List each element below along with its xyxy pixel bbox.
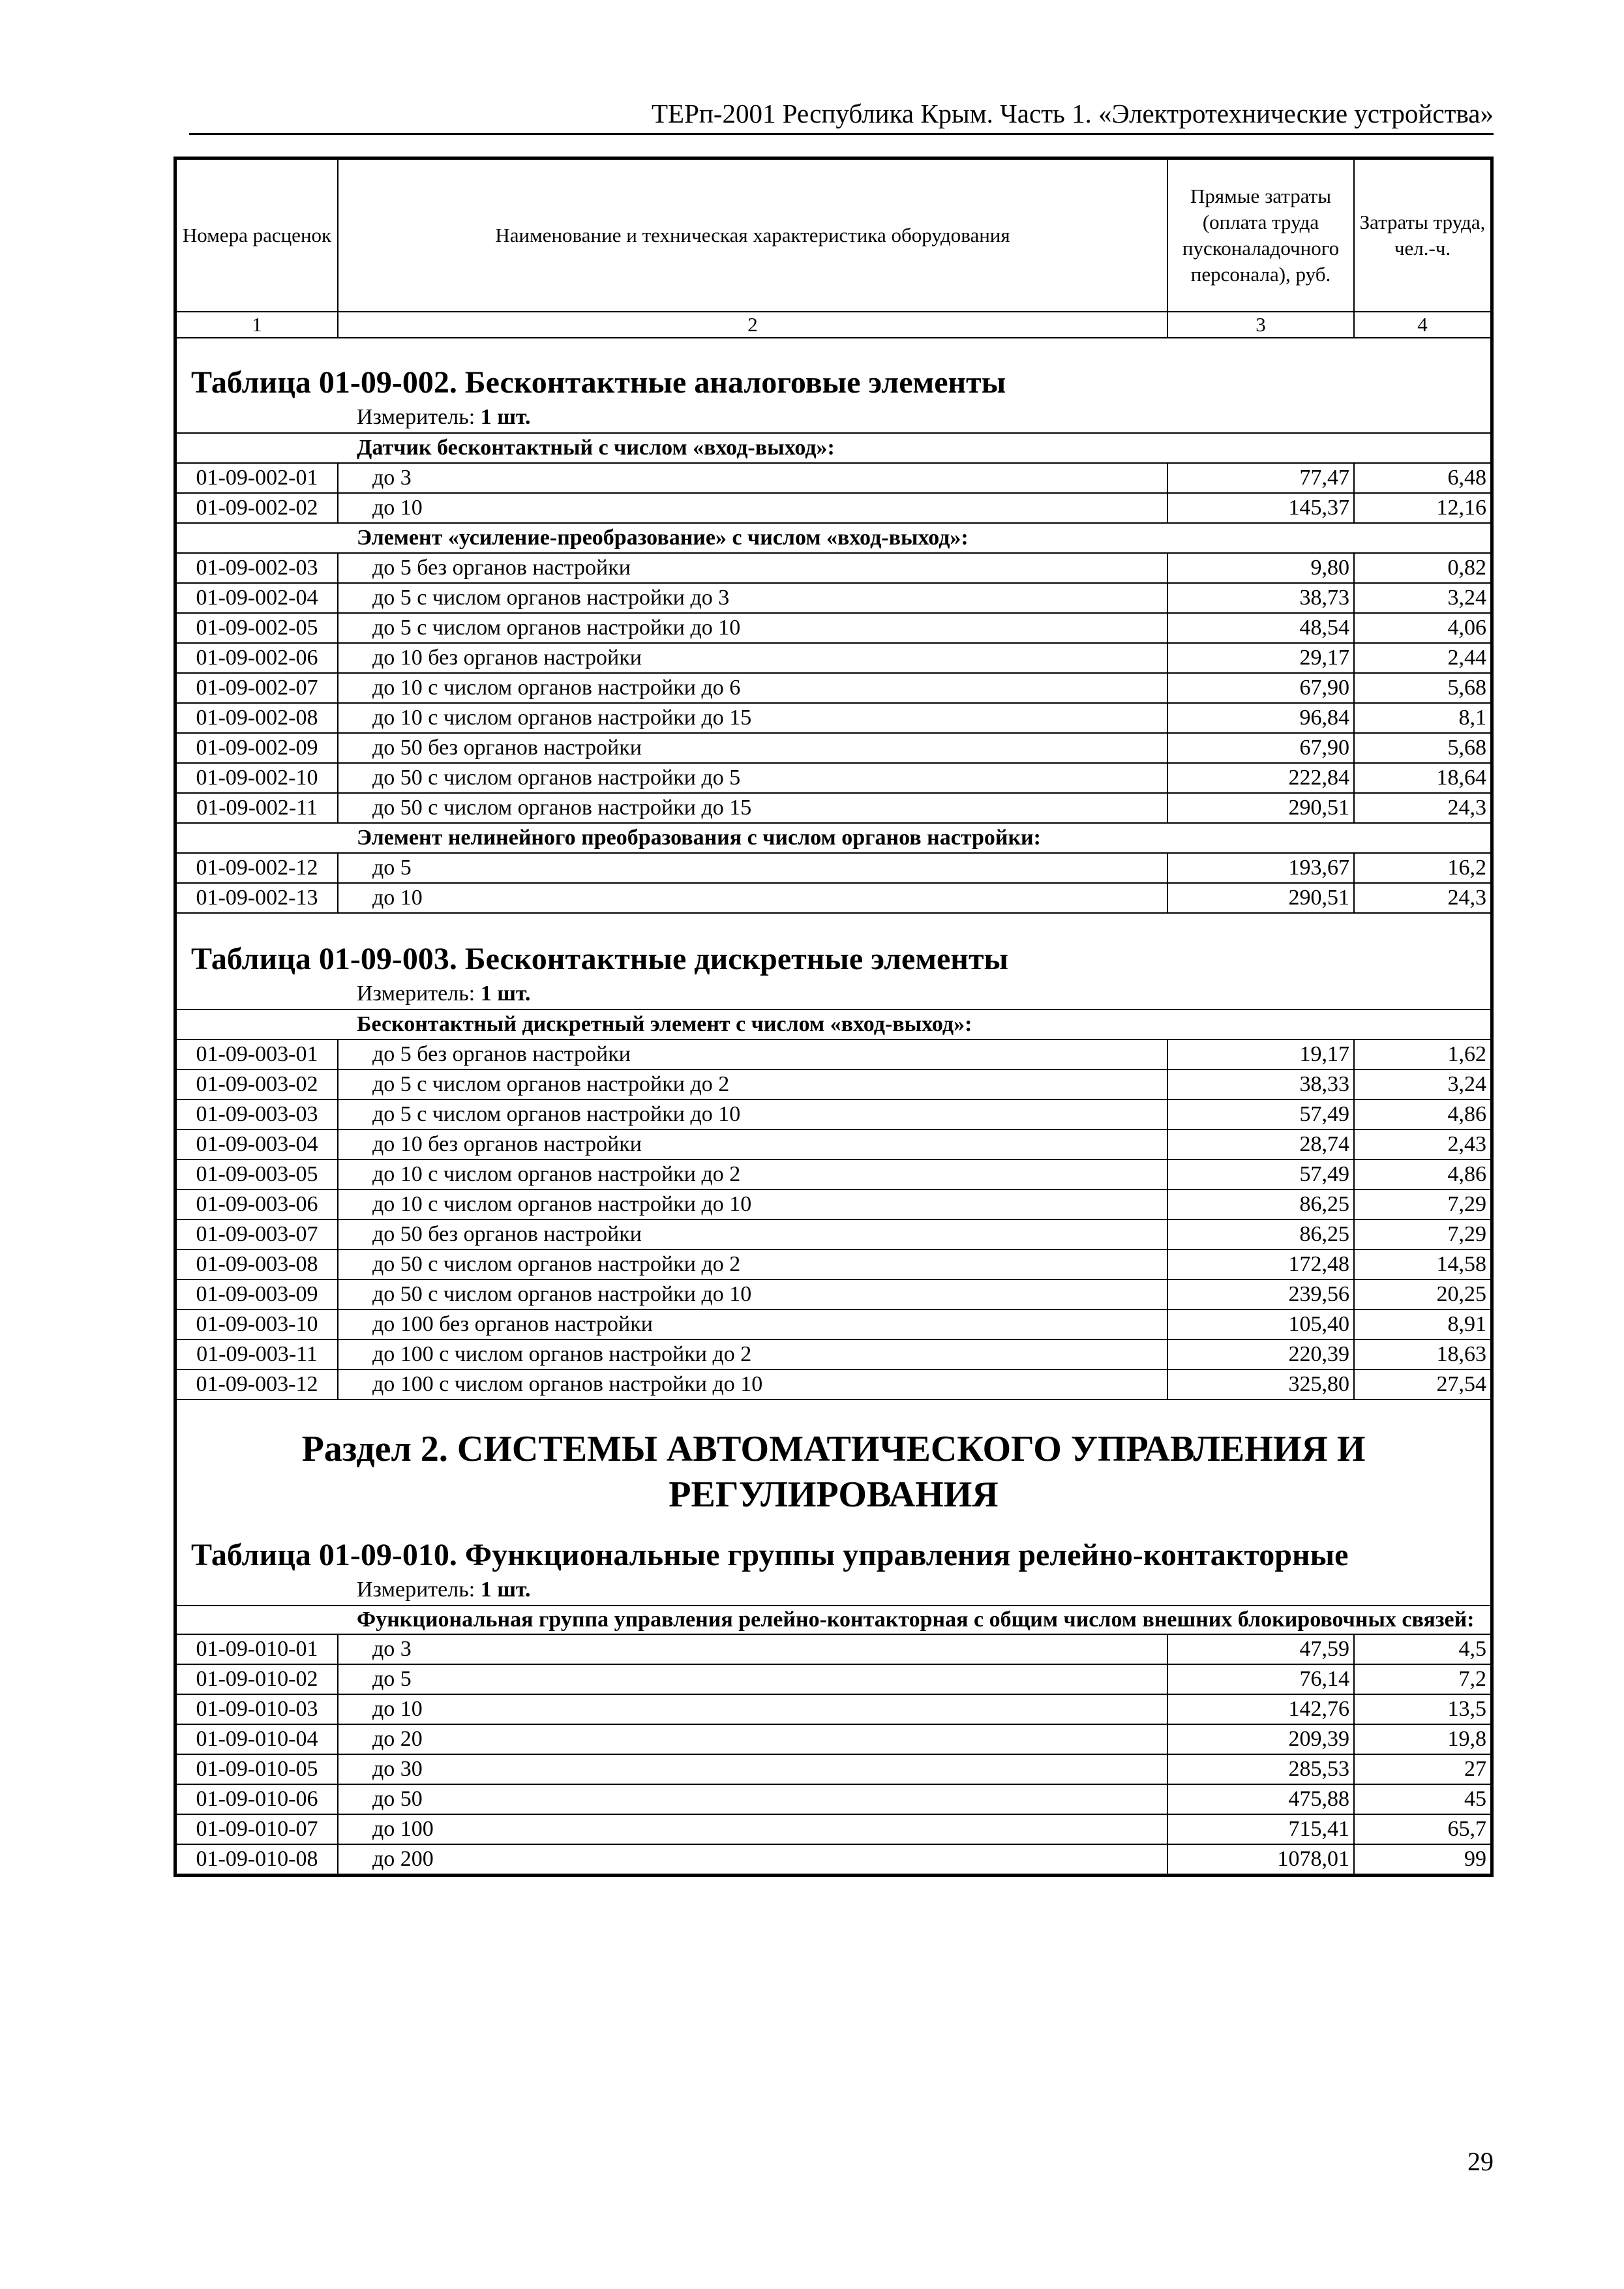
direct-cost: 209,39 xyxy=(1167,1724,1354,1754)
direct-cost: 86,25 xyxy=(1167,1219,1354,1249)
measure-value: 1 шт. xyxy=(480,1578,531,1602)
rate-description: до 100 xyxy=(338,1814,1167,1844)
measure xyxy=(177,1575,1490,1605)
page-number: 29 xyxy=(1467,2147,1494,2176)
section-title-line1: Раздел 2. СИСТЕМЫ АВТОМАТИЧЕСКОГО УПРАВЛЕНИЯ И xyxy=(301,1429,1366,1469)
labor-cost: 4,06 xyxy=(1354,613,1491,643)
direct-cost: 77,47 xyxy=(1167,463,1354,493)
rate-description: до 3 xyxy=(338,1634,1167,1664)
labor-cost: 99 xyxy=(1354,1844,1491,1874)
table-row xyxy=(176,883,1491,913)
direct-cost: 222,84 xyxy=(1167,763,1354,793)
labor-cost: 5,68 xyxy=(1354,673,1491,703)
labor-cost: 2,43 xyxy=(1354,1130,1491,1159)
table-row xyxy=(176,763,1491,793)
rate-code: 01-09-010-08 xyxy=(176,1844,338,1874)
table-row xyxy=(176,553,1491,583)
direct-cost: 325,80 xyxy=(1167,1369,1354,1399)
direct-cost: 57,49 xyxy=(1167,1100,1354,1130)
table-row xyxy=(176,1844,1491,1874)
table-002 xyxy=(175,432,1492,914)
rate-code: 01-09-010-06 xyxy=(176,1784,338,1814)
direct-cost: 172,48 xyxy=(1167,1249,1354,1279)
table-row xyxy=(176,1814,1491,1844)
rate-description: до 100 с числом органов настройки до 10 xyxy=(338,1369,1167,1399)
table-row xyxy=(176,1040,1491,1070)
group-row xyxy=(176,823,1491,853)
direct-cost: 28,74 xyxy=(1167,1130,1354,1159)
table-row xyxy=(176,583,1491,613)
labor-cost: 24,3 xyxy=(1354,793,1491,823)
table-row xyxy=(176,793,1491,823)
table-row xyxy=(176,643,1491,673)
col-header-cost: Прямые затраты (оплата труда пусконаладочного персонала), руб. xyxy=(1167,159,1354,312)
rate-code: 01-09-002-10 xyxy=(176,763,338,793)
table-row xyxy=(176,1279,1491,1309)
col-header-name: Наименование и техническая характеристика оборудования xyxy=(338,159,1167,312)
labor-cost: 7,2 xyxy=(1354,1664,1491,1694)
table-title: Таблица 01-09-002. Бесконтактные аналоговые элементы xyxy=(191,365,1006,400)
labor-cost: 3,24 xyxy=(1354,1070,1491,1100)
direct-cost: 29,17 xyxy=(1167,643,1354,673)
measure xyxy=(177,402,1490,432)
table-row xyxy=(176,733,1491,763)
table-row xyxy=(176,1339,1491,1369)
direct-cost: 19,17 xyxy=(1167,1040,1354,1070)
table-row xyxy=(176,463,1491,493)
labor-cost: 45 xyxy=(1354,1784,1491,1814)
rate-code: 01-09-002-01 xyxy=(176,463,338,493)
direct-cost: 96,84 xyxy=(1167,703,1354,733)
labor-cost: 1,62 xyxy=(1354,1040,1491,1070)
labor-cost: 24,3 xyxy=(1354,883,1491,913)
rate-code: 01-09-003-01 xyxy=(176,1040,338,1070)
rate-code: 01-09-003-02 xyxy=(176,1070,338,1100)
col-number: 4 xyxy=(1354,312,1491,338)
rate-description: до 10 с числом органов настройки до 6 xyxy=(338,673,1167,703)
table-row xyxy=(176,1754,1491,1784)
rate-code: 01-09-010-05 xyxy=(176,1754,338,1784)
direct-cost: 67,90 xyxy=(1167,733,1354,763)
table-row xyxy=(176,1189,1491,1219)
table-title: Таблица 01-09-003. Бесконтактные дискретные элементы xyxy=(191,942,1009,976)
table-010 xyxy=(175,1605,1492,1875)
rate-description: до 50 с числом органов настройки до 10 xyxy=(338,1279,1167,1309)
rate-description: до 50 с числом органов настройки до 2 xyxy=(338,1249,1167,1279)
rate-description: до 5 с числом органов настройки до 3 xyxy=(338,583,1167,613)
col-header-codes: Номера расценок xyxy=(176,159,338,312)
group-row xyxy=(176,1606,1491,1634)
rate-description: до 5 xyxy=(338,1664,1167,1694)
labor-cost: 4,86 xyxy=(1354,1159,1491,1189)
labor-cost: 7,29 xyxy=(1354,1219,1491,1249)
rate-code: 01-09-003-06 xyxy=(176,1189,338,1219)
table-row xyxy=(176,703,1491,733)
section-2-heading xyxy=(175,1400,1492,1605)
rate-description: до 50 с числом органов настройки до 15 xyxy=(338,793,1167,823)
rate-description: до 10 с числом органов настройки до 2 xyxy=(338,1159,1167,1189)
direct-cost: 239,56 xyxy=(1167,1279,1354,1309)
labor-cost: 2,44 xyxy=(1354,643,1491,673)
rate-description: до 10 без органов настройки xyxy=(338,1130,1167,1159)
labor-cost: 18,63 xyxy=(1354,1339,1491,1369)
rate-description: до 5 xyxy=(338,853,1167,883)
rate-code: 01-09-002-03 xyxy=(176,553,338,583)
table-003 xyxy=(175,1009,1492,1400)
rate-description: до 5 с числом органов настройки до 10 xyxy=(338,613,1167,643)
rate-description: до 5 с числом органов настройки до 10 xyxy=(338,1100,1167,1130)
labor-cost: 4,86 xyxy=(1354,1100,1491,1130)
rate-code: 01-09-002-05 xyxy=(176,613,338,643)
direct-cost: 38,33 xyxy=(1167,1070,1354,1100)
table-row xyxy=(176,1249,1491,1279)
measure-label: Измеритель: xyxy=(357,405,475,429)
direct-cost: 142,76 xyxy=(1167,1694,1354,1724)
page-header: ТЕРп-2001 Республика Крым. Часть 1. «Электротехнические устройства» xyxy=(652,98,1494,128)
group-label: Датчик бесконтактный с числом «вход-выход»: xyxy=(176,433,1491,463)
direct-cost: 38,73 xyxy=(1167,583,1354,613)
col-header-labor: Затраты труда, чел.-ч. xyxy=(1354,159,1491,312)
column-header xyxy=(175,158,1492,338)
measure-value: 1 шт. xyxy=(480,405,531,429)
labor-cost: 65,7 xyxy=(1354,1814,1491,1844)
group-label: Бесконтактный дискретный элемент с числом «вход-выход»: xyxy=(176,1010,1491,1040)
group-label: Функциональная группа управления релейно-контакторная с общим числом внешних блокировочных связей: xyxy=(176,1606,1491,1634)
direct-cost: 145,37 xyxy=(1167,493,1354,523)
rate-code: 01-09-003-05 xyxy=(176,1159,338,1189)
rate-code: 01-09-010-04 xyxy=(176,1724,338,1754)
table-row xyxy=(176,1369,1491,1399)
rate-description: до 3 xyxy=(338,463,1167,493)
table-row xyxy=(176,1784,1491,1814)
rate-description: до 10 xyxy=(338,493,1167,523)
section-title-line2: РЕГУЛИРОВАНИЯ xyxy=(669,1474,999,1515)
rate-description: до 10 без органов настройки xyxy=(338,643,1167,673)
table-row xyxy=(176,1159,1491,1189)
rate-code: 01-09-002-02 xyxy=(176,493,338,523)
table-row xyxy=(176,1309,1491,1339)
group-row xyxy=(176,433,1491,463)
labor-cost: 16,2 xyxy=(1354,853,1491,883)
measure xyxy=(177,979,1490,1009)
direct-cost: 86,25 xyxy=(1167,1189,1354,1219)
direct-cost: 76,14 xyxy=(1167,1664,1354,1694)
rate-code: 01-09-010-01 xyxy=(176,1634,338,1664)
direct-cost: 290,51 xyxy=(1167,883,1354,913)
rate-description: до 200 xyxy=(338,1844,1167,1874)
rate-code: 01-09-002-04 xyxy=(176,583,338,613)
rate-description: до 5 без органов настройки xyxy=(338,553,1167,583)
group-label: Элемент нелинейного преобразования с числом органов настройки: xyxy=(176,823,1491,853)
table-row xyxy=(176,1070,1491,1100)
table-row xyxy=(176,1130,1491,1159)
labor-cost: 0,82 xyxy=(1354,553,1491,583)
table-row xyxy=(176,1100,1491,1130)
direct-cost: 475,88 xyxy=(1167,1784,1354,1814)
labor-cost: 4,5 xyxy=(1354,1634,1491,1664)
table-row xyxy=(176,1664,1491,1694)
col-number: 2 xyxy=(338,312,1167,338)
rate-description: до 5 без органов настройки xyxy=(338,1040,1167,1070)
rate-code: 01-09-010-07 xyxy=(176,1814,338,1844)
table-row xyxy=(176,493,1491,523)
table-row xyxy=(176,853,1491,883)
table-row xyxy=(176,673,1491,703)
labor-cost: 14,58 xyxy=(1354,1249,1491,1279)
table-row xyxy=(176,1694,1491,1724)
rate-code: 01-09-003-07 xyxy=(176,1219,338,1249)
direct-cost: 193,67 xyxy=(1167,853,1354,883)
direct-cost: 715,41 xyxy=(1167,1814,1354,1844)
rate-code: 01-09-003-04 xyxy=(176,1130,338,1159)
direct-cost: 220,39 xyxy=(1167,1339,1354,1369)
labor-cost: 12,16 xyxy=(1354,493,1491,523)
labor-cost: 7,29 xyxy=(1354,1189,1491,1219)
table-003-heading xyxy=(175,914,1492,1009)
rate-code: 01-09-003-09 xyxy=(176,1279,338,1309)
rate-code: 01-09-003-11 xyxy=(176,1339,338,1369)
table-002-heading xyxy=(175,338,1492,432)
rate-code: 01-09-002-11 xyxy=(176,793,338,823)
labor-cost: 6,48 xyxy=(1354,463,1491,493)
direct-cost: 290,51 xyxy=(1167,793,1354,823)
rate-code: 01-09-002-13 xyxy=(176,883,338,913)
direct-cost: 285,53 xyxy=(1167,1754,1354,1784)
labor-cost: 8,1 xyxy=(1354,703,1491,733)
rate-description: до 50 без органов настройки xyxy=(338,1219,1167,1249)
rate-description: до 100 с числом органов настройки до 2 xyxy=(338,1339,1167,1369)
rate-description: до 100 без органов настройки xyxy=(338,1309,1167,1339)
col-number: 1 xyxy=(176,312,338,338)
rate-code: 01-09-003-03 xyxy=(176,1100,338,1130)
document-table xyxy=(173,157,1494,1877)
labor-cost: 13,5 xyxy=(1354,1694,1491,1724)
rate-code: 01-09-002-07 xyxy=(176,673,338,703)
table-row xyxy=(176,1724,1491,1754)
rate-code: 01-09-003-12 xyxy=(176,1369,338,1399)
labor-cost: 18,64 xyxy=(1354,763,1491,793)
group-row xyxy=(176,1010,1491,1040)
rate-code: 01-09-002-12 xyxy=(176,853,338,883)
direct-cost: 67,90 xyxy=(1167,673,1354,703)
labor-cost: 19,8 xyxy=(1354,1724,1491,1754)
group-label: Элемент «усиление-преобразование» с числом «вход-выход»: xyxy=(176,523,1491,553)
rate-code: 01-09-010-03 xyxy=(176,1694,338,1724)
rate-description: до 10 с числом органов настройки до 10 xyxy=(338,1189,1167,1219)
rate-description: до 10 с числом органов настройки до 15 xyxy=(338,703,1167,733)
labor-cost: 20,25 xyxy=(1354,1279,1491,1309)
labor-cost: 8,91 xyxy=(1354,1309,1491,1339)
rate-code: 01-09-003-10 xyxy=(176,1309,338,1339)
rate-description: до 50 с числом органов настройки до 5 xyxy=(338,763,1167,793)
table-title: Таблица 01-09-010. Функциональные группы управления релейно-контакторные xyxy=(191,1538,1349,1572)
measure-label: Измеритель: xyxy=(357,1578,475,1602)
group-row xyxy=(176,523,1491,553)
direct-cost: 48,54 xyxy=(1167,613,1354,643)
direct-cost: 105,40 xyxy=(1167,1309,1354,1339)
direct-cost: 57,49 xyxy=(1167,1159,1354,1189)
rate-code: 01-09-003-08 xyxy=(176,1249,338,1279)
rate-description: до 30 xyxy=(338,1754,1167,1784)
table-row xyxy=(176,613,1491,643)
rate-description: до 10 xyxy=(338,883,1167,913)
rate-code: 01-09-002-09 xyxy=(176,733,338,763)
measure-value: 1 шт. xyxy=(480,981,531,1006)
rate-code: 01-09-002-08 xyxy=(176,703,338,733)
rate-description: до 10 xyxy=(338,1694,1167,1724)
table-row xyxy=(176,1634,1491,1664)
direct-cost: 47,59 xyxy=(1167,1634,1354,1664)
direct-cost: 9,80 xyxy=(1167,553,1354,583)
col-number: 3 xyxy=(1167,312,1354,338)
direct-cost: 1078,01 xyxy=(1167,1844,1354,1874)
rate-description: до 20 xyxy=(338,1724,1167,1754)
measure-label: Измеритель: xyxy=(357,981,475,1006)
labor-cost: 27 xyxy=(1354,1754,1491,1784)
rate-description: до 5 с числом органов настройки до 2 xyxy=(338,1070,1167,1100)
rate-description: до 50 xyxy=(338,1784,1167,1814)
table-row xyxy=(176,1219,1491,1249)
rate-code: 01-09-010-02 xyxy=(176,1664,338,1694)
rate-code: 01-09-002-06 xyxy=(176,643,338,673)
rate-description: до 50 без органов настройки xyxy=(338,733,1167,763)
labor-cost: 5,68 xyxy=(1354,733,1491,763)
labor-cost: 3,24 xyxy=(1354,583,1491,613)
header-rule xyxy=(189,133,1494,135)
labor-cost: 27,54 xyxy=(1354,1369,1491,1399)
